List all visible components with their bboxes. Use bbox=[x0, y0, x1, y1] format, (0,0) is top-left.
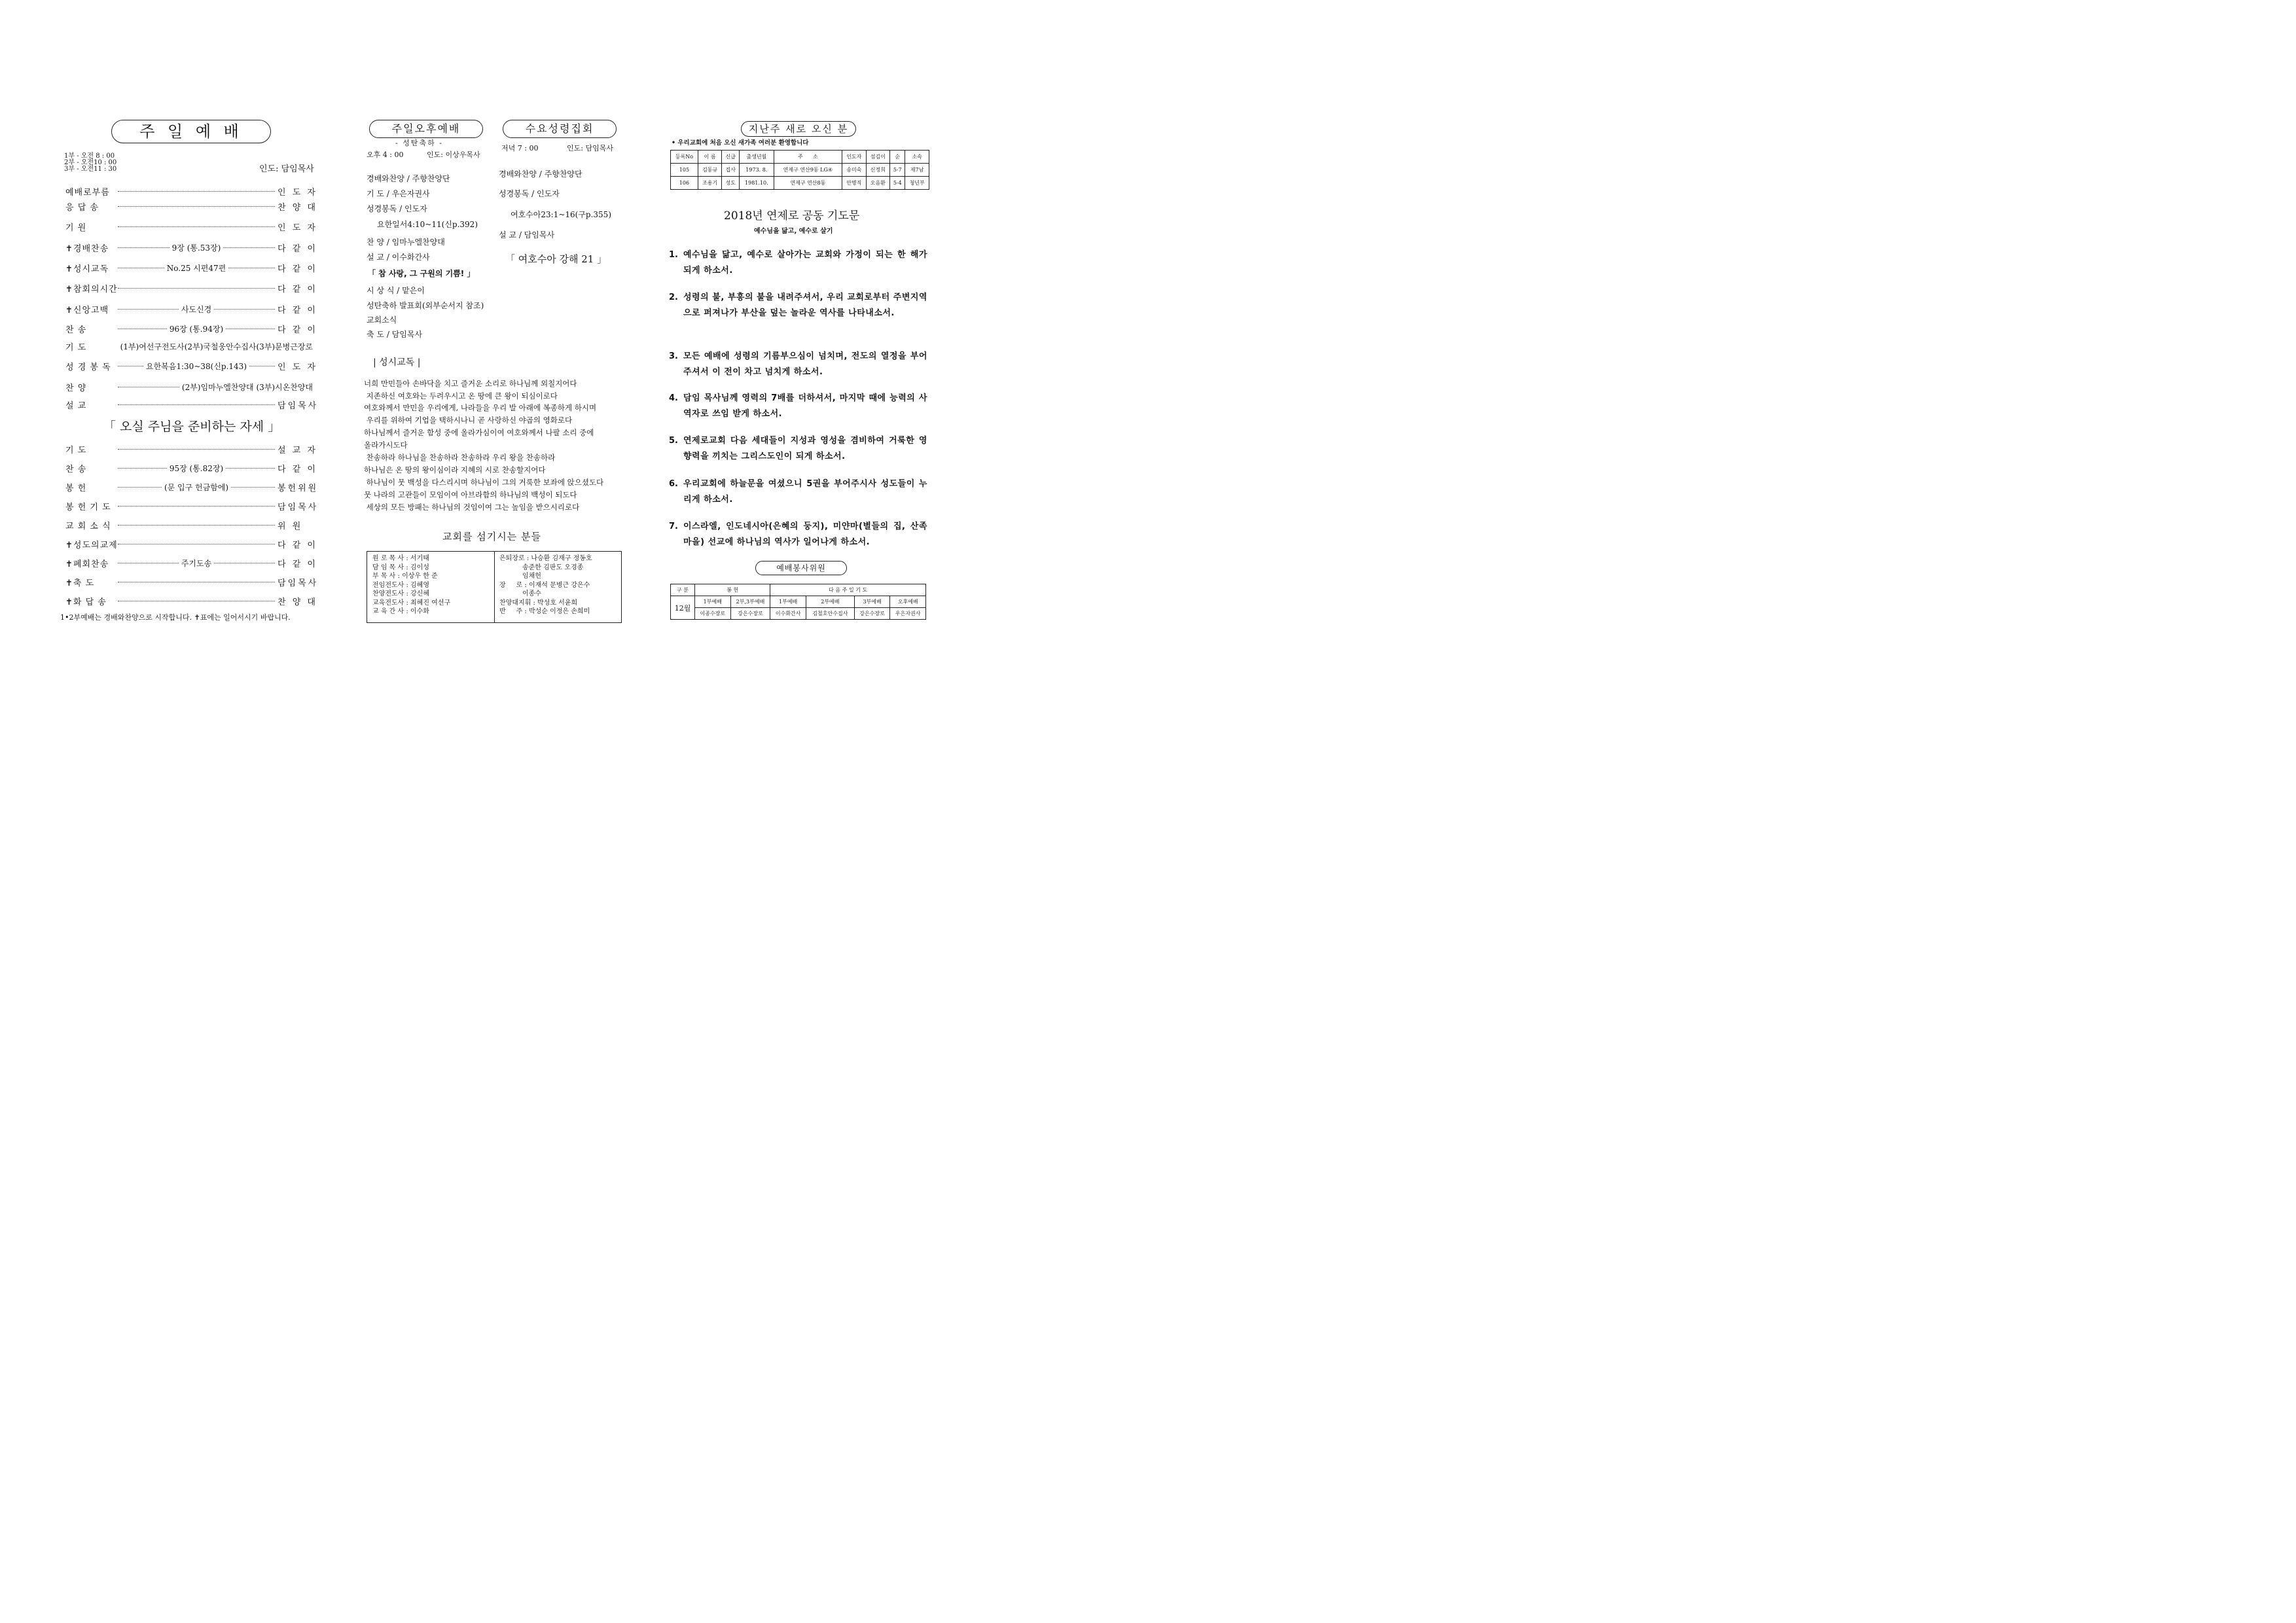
order-responsible: 설 교 자 bbox=[278, 445, 317, 455]
afternoon-time: 오후 4 : 00 bbox=[367, 151, 404, 159]
order-label: 봉 헌 기 도 bbox=[65, 502, 111, 512]
newcomers-welcome: • 우리교회에 처음 오신 새가족 여러분 환영합니다 bbox=[672, 139, 809, 147]
prayer-subtitle: 예수님을 닮고, 예수로 살기 bbox=[754, 228, 833, 235]
servant-row: 전임전도사 : 김혜영 bbox=[372, 581, 430, 589]
newcomers-title: 지난주 새로 오신 분 bbox=[741, 121, 856, 137]
table-cell: 강은수장로 bbox=[854, 608, 890, 620]
order-row bbox=[65, 499, 318, 512]
order-responsible: 인 도 자 bbox=[278, 187, 317, 198]
prayer-item bbox=[669, 349, 927, 380]
order-responsible: 다 같 이 bbox=[278, 264, 317, 274]
order-leader-dots bbox=[115, 463, 278, 474]
order-responsible: 봉헌위원 bbox=[278, 483, 319, 493]
table-row bbox=[671, 164, 929, 177]
sunday-title: 주 일 예 배 bbox=[111, 120, 271, 143]
order-responsible: 인 도 자 bbox=[278, 362, 317, 372]
dot-leader bbox=[118, 449, 275, 450]
afternoon-subtitle: - 성탄축하 - bbox=[395, 139, 443, 147]
dot-leader bbox=[118, 487, 162, 488]
order-row bbox=[65, 185, 318, 198]
afternoon-leader: 인도: 이상우목사 bbox=[427, 151, 480, 159]
psalm-line: 우리를 위하여 기업을 택하시나니 곧 사랑하신 야곱의 영화로다 bbox=[364, 416, 573, 425]
order-leader-dots bbox=[115, 449, 278, 450]
table-cell: 이종수장로 bbox=[695, 608, 731, 620]
table-cell: 우은자권사 bbox=[890, 608, 926, 620]
servant-row: 교 육 간 사 : 이수화 bbox=[372, 608, 429, 615]
order-detail: 9장 (통.53장) bbox=[171, 243, 221, 253]
afternoon-item: 찬 양 / 임마누엘찬양대 bbox=[367, 238, 445, 247]
table-header: 섬김이 bbox=[866, 151, 890, 164]
table-cell: 집사 bbox=[722, 164, 740, 177]
order-row bbox=[65, 261, 318, 274]
table-cell: 1981.10. bbox=[739, 177, 774, 190]
order-row bbox=[65, 398, 318, 411]
table-header: 다 음 주 일 기 도 bbox=[770, 584, 926, 596]
order-label: ✝성시교독 bbox=[65, 264, 109, 274]
servant-row: 찬양대지휘 : 박성호 서윤희 bbox=[499, 599, 578, 607]
order-detail: No.25 시편47편 bbox=[166, 263, 226, 273]
table-cell: 조용기 bbox=[698, 177, 722, 190]
order-row bbox=[65, 537, 318, 550]
order-leader-dots bbox=[115, 206, 278, 207]
prayer-text: 예수님을 닮고, 예수로 살아가는 교회와 가정이 되는 한 해가 되게 하소서. bbox=[683, 250, 927, 276]
prayer-number: 6. bbox=[669, 479, 678, 489]
afternoon-item: 교회소식 bbox=[367, 315, 397, 325]
afternoon-item: 성탄축하 발표회(외부순서지 참조) bbox=[367, 301, 484, 310]
order-label: 찬 송 bbox=[65, 325, 87, 335]
order-responsible: 위 원 bbox=[278, 521, 303, 531]
dot-leader bbox=[118, 468, 167, 469]
afternoon-title: 주일오후예배 bbox=[369, 120, 483, 138]
prayer-item bbox=[669, 476, 927, 508]
table-cell: 연제구 연산9동 LG④ bbox=[774, 164, 842, 177]
service-times bbox=[64, 153, 117, 173]
order-label: 교 회 소 식 bbox=[65, 521, 111, 531]
service-time-1: 1부 - 오전 8 : 00 bbox=[64, 152, 115, 160]
wednesday-time: 저녁 7 : 00 bbox=[501, 144, 539, 152]
order-label: 기 도 bbox=[65, 445, 87, 455]
table-header: 등록No bbox=[671, 151, 698, 164]
order-row bbox=[65, 518, 318, 531]
table-row bbox=[671, 608, 926, 620]
prayer-text: 담임 목사님께 영력의 7배를 더하셔서, 마지막 때에 능력의 사역자로 쓰임 받게 하소서. bbox=[683, 393, 927, 419]
order-detail: 주기도송 bbox=[181, 558, 212, 568]
order-detail: (1부)여선구전도사(2부)국철웅안수집사(3부)문병근장로 bbox=[120, 342, 313, 351]
order-label: ✝화 답 송 bbox=[65, 597, 107, 607]
servant-row: 임채헌 bbox=[499, 573, 541, 580]
order-leader-dots bbox=[115, 361, 278, 372]
order-leader-dots bbox=[115, 242, 278, 253]
table-cell: 5-4 bbox=[890, 177, 905, 190]
dot-leader bbox=[118, 226, 275, 227]
table-cell: 강은수장로 bbox=[730, 608, 770, 620]
prayer-number: 3. bbox=[669, 351, 678, 361]
order-detail: 95장 (통.82장) bbox=[169, 463, 224, 473]
prayer-title: 2018년 연제로 공동 기도문 bbox=[724, 209, 860, 223]
psalm-line: 세상의 모든 방패는 하나님의 것임이여 그는 높임을 받으시리로다 bbox=[364, 503, 580, 512]
order-leader-dots bbox=[115, 226, 278, 227]
prayer-text: 성령의 불, 부흥의 불을 내려주셔서, 우리 교회로부터 주변지역으로 퍼져나가 부산을 덮는 놀라운 역사를 나타내소서. bbox=[683, 293, 927, 318]
afternoon-item: 경배와찬양 / 주향찬양단 bbox=[367, 174, 450, 183]
service-staff-title: 예배봉사위원 bbox=[755, 561, 847, 575]
order-detail: 사도신경 bbox=[181, 304, 212, 314]
table-cell: 안병직 bbox=[842, 177, 867, 190]
prayer-item bbox=[669, 247, 927, 279]
servant-row: 담 임 목 사 : 김이성 bbox=[372, 563, 429, 571]
order-label: ✝경배찬송 bbox=[65, 243, 109, 254]
prayer-number: 1. bbox=[669, 250, 678, 260]
table-header: 주 소 bbox=[774, 151, 842, 164]
table-header: 출생년월 bbox=[739, 151, 774, 164]
order-leader-dots bbox=[115, 323, 278, 334]
servant-row: 반 주 : 박성순 이정은 손희미 bbox=[499, 608, 590, 615]
order-responsible: 다 같 이 bbox=[278, 559, 317, 569]
prayer-text: 모든 예배에 성령의 기름부으심이 넘치며, 전도의 열정을 부어주셔서 이 전이 차고 넘치게 하소서. bbox=[683, 351, 927, 377]
table-cell: 김동규 bbox=[698, 164, 722, 177]
servant-row: 은퇴장로 : 나승환 김재구 정동호 bbox=[499, 555, 592, 562]
psalm-line: 하나님은 온 땅의 왕이심이라 지혜의 시로 찬송할지어다 bbox=[364, 465, 546, 474]
order-leader-dots bbox=[115, 525, 278, 526]
prayer-item bbox=[669, 519, 927, 550]
prayer-item bbox=[669, 391, 927, 422]
order-row bbox=[65, 220, 318, 233]
order-leader-dots bbox=[115, 304, 278, 315]
afternoon-item: 기 도 / 우은자권사 bbox=[367, 189, 430, 198]
table-subheader-row bbox=[671, 596, 926, 608]
order-row bbox=[65, 442, 318, 455]
afternoon-item: 성경봉독 / 인도자 bbox=[367, 204, 427, 213]
servants-box bbox=[367, 551, 622, 623]
order-leader-dots bbox=[115, 341, 318, 352]
table-header: 2부,3부예배 bbox=[730, 596, 770, 608]
order-row bbox=[65, 322, 318, 335]
table-cell: 105 bbox=[671, 164, 698, 177]
afternoon-item: 시 상 식 / 맡은이 bbox=[367, 286, 425, 295]
month-cell: 12월 bbox=[671, 596, 695, 620]
prayer-number: 4. bbox=[669, 393, 678, 403]
psalm-line: 여호와께서 만민을 우리에게, 나라들을 우리 발 아래에 복종하게 하시며 bbox=[364, 403, 597, 412]
order-row bbox=[65, 594, 318, 607]
sunday-leader: 인도: 담임목사 bbox=[259, 164, 314, 174]
order-leader-dots bbox=[115, 262, 278, 274]
table-cell: 1973. 8. bbox=[739, 164, 774, 177]
psalm-line: 지존하신 여호와는 두려우시고 온 땅에 큰 왕이 되심이로다 bbox=[364, 391, 558, 401]
order-leader-dots bbox=[115, 506, 278, 507]
servant-row: 원 로 목 사 : 서기태 bbox=[372, 555, 429, 562]
table-header: 신급 bbox=[722, 151, 740, 164]
table-header: 구 분 bbox=[671, 584, 695, 596]
table-cell: 성도 bbox=[722, 177, 740, 190]
table-cell: 김철호안수집사 bbox=[806, 608, 854, 620]
table-header: 봉 헌 bbox=[695, 584, 770, 596]
prayer-number: 7. bbox=[669, 522, 678, 531]
afternoon-item: 설 교 / 이수화간사 bbox=[367, 253, 430, 262]
table-header: 3부예배 bbox=[854, 596, 890, 608]
order-detail: 요한복음1:30~38(신p.143) bbox=[146, 361, 247, 371]
table-cell: 송미숙 bbox=[842, 164, 867, 177]
order-row bbox=[65, 575, 318, 588]
table-row bbox=[671, 177, 929, 190]
order-row bbox=[65, 380, 318, 393]
order-row bbox=[65, 200, 318, 213]
wednesday-item: 성경봉독 / 인도자 bbox=[499, 189, 560, 198]
servant-row: 찬양전도사 : 강신혜 bbox=[372, 590, 430, 597]
table-header-row bbox=[671, 151, 929, 164]
order-detail: (2부)임마누엘찬양대 (3부)시온찬양대 bbox=[181, 382, 313, 392]
prayer-text: 우리교회에 하늘문을 여셨으니 5권을 부어주시사 성도들이 누리게 하소서. bbox=[683, 479, 927, 505]
service-time-3: 3부 - 오전11 : 30 bbox=[64, 166, 117, 173]
afternoon-item: 축 도 / 담임목사 bbox=[367, 330, 423, 339]
order-row bbox=[65, 340, 318, 353]
dot-leader bbox=[118, 247, 170, 248]
servants-divider bbox=[494, 552, 495, 622]
order-leader-dots bbox=[115, 288, 278, 289]
order-label: ✝성도의교제 bbox=[65, 540, 118, 550]
order-label: ✝축 도 bbox=[65, 578, 95, 588]
order-row bbox=[65, 302, 318, 315]
wednesday-scripture: 여호수아23:1~16(구p.355) bbox=[511, 210, 611, 219]
prayer-text: 연제로교회 다음 세대들이 지성과 영성을 겸비하여 거룩한 영향력을 끼치는 그리스도인이 되게 하소서. bbox=[683, 436, 927, 461]
psalm-line: 하나님께서 즐거운 함성 중에 올라가심이여 여호와께서 나팔 소리 중에 bbox=[364, 428, 594, 437]
psalm-heading: | 성시교독 | bbox=[373, 357, 421, 368]
order-label: 예배로부름 bbox=[65, 187, 110, 198]
table-header: 오후예배 bbox=[890, 596, 926, 608]
dot-leader bbox=[118, 404, 275, 405]
order-label: ✝참회의시간 bbox=[65, 284, 118, 294]
psalm-line: 하나님이 뭇 백성을 다스리시며 하나님이 그의 거룩한 보좌에 앉으셨도다 bbox=[364, 478, 604, 487]
order-leader-dots bbox=[115, 404, 278, 405]
servants-right bbox=[499, 554, 592, 616]
order-responsible: 다 같 이 bbox=[278, 464, 317, 474]
order-responsible: 다 같 이 bbox=[278, 540, 317, 550]
table-header: 1부예배 bbox=[770, 596, 806, 608]
table-cell: 청년부 bbox=[905, 177, 929, 190]
order-label: 설 교 bbox=[65, 401, 87, 411]
table-header: 순 bbox=[890, 151, 905, 164]
prayer-number: 2. bbox=[669, 293, 678, 302]
dot-leader bbox=[118, 309, 179, 310]
order-leader-dots bbox=[115, 382, 318, 393]
table-header: 이 름 bbox=[698, 151, 722, 164]
order-leader-dots bbox=[115, 191, 278, 192]
order-row bbox=[65, 359, 318, 372]
psalm-line: 찬송하라 하나님을 찬송하라 찬송하라 우리 왕을 찬송하라 bbox=[364, 453, 556, 462]
wednesday-leader: 인도: 담임목사 bbox=[567, 144, 613, 152]
servant-row: 이종수 bbox=[499, 590, 541, 597]
table-cell: 신정희 bbox=[866, 164, 890, 177]
order-responsible: 담임목사 bbox=[278, 502, 319, 512]
order-row bbox=[65, 461, 318, 474]
dot-leader bbox=[231, 487, 275, 488]
service-time-2: 2부 - 오전10 : 00 bbox=[64, 159, 117, 166]
psalm-line: 올라가시도다 bbox=[364, 440, 408, 450]
order-label: 봉 헌 bbox=[65, 483, 87, 493]
servant-row: 장 로 : 이재석 문병근 강은수 bbox=[499, 581, 590, 589]
order-detail: (문 입구 헌금함에) bbox=[164, 482, 229, 492]
afternoon-scripture: 요한일서4:10~11(신p.392) bbox=[377, 220, 478, 229]
servant-row: 교육전도사 : 최혜진 여선구 bbox=[372, 599, 451, 607]
dot-leader bbox=[214, 309, 275, 310]
order-leader-dots bbox=[115, 558, 278, 569]
order-label: 기 도 bbox=[65, 342, 87, 353]
dot-leader bbox=[118, 288, 275, 289]
order-label: ✝폐회찬송 bbox=[65, 559, 109, 569]
table-cell: 이수화간사 bbox=[770, 608, 806, 620]
afternoon-sermon-title: 「 참 사랑, 그 구원의 기쁨! 」 bbox=[368, 269, 475, 278]
order-label: 기 원 bbox=[65, 223, 87, 233]
order-responsible: 담임목사 bbox=[278, 578, 319, 588]
sunday-footnote: 1•2부예배는 경배와찬양으로 시작합니다. ✝표에는 일어서시기 바랍니다. bbox=[60, 613, 291, 622]
prayer-text: 이스라엘, 인도네시아(은혜의 둥지), 미얀마(별들의 집, 산족마을) 선교에 하나님의 역사가 일어나게 하소서. bbox=[683, 522, 927, 547]
order-responsible: 다 같 이 bbox=[278, 325, 317, 335]
table-cell: 106 bbox=[671, 177, 698, 190]
order-responsible: 다 같 이 bbox=[278, 284, 317, 294]
sermon-title: 「 오실 주님을 준비하는 자세 」 bbox=[103, 419, 281, 434]
servant-row: 송준한 김판도 오경종 bbox=[499, 563, 584, 571]
order-label: ✝신앙고백 bbox=[65, 305, 109, 315]
order-label: 응 답 송 bbox=[65, 202, 99, 213]
order-responsible: 찬 양 대 bbox=[278, 597, 317, 607]
prayer-item bbox=[669, 433, 927, 465]
wednesday-item: 경배와찬양 / 주향찬양단 bbox=[499, 169, 583, 179]
order-row bbox=[65, 556, 318, 569]
dot-leader bbox=[118, 506, 275, 507]
order-responsible: 담임목사 bbox=[278, 401, 319, 411]
servants-heading: 교회를 섬기시는 분들 bbox=[442, 531, 541, 543]
order-label: 성 경 봉 독 bbox=[65, 362, 111, 372]
table-cell: 연제구 연산8동 bbox=[774, 177, 842, 190]
order-row bbox=[65, 281, 318, 294]
dot-leader bbox=[118, 191, 275, 192]
order-responsible: 다 같 이 bbox=[278, 305, 317, 315]
table-header: 1부예배 bbox=[695, 596, 731, 608]
order-responsible: 다 같 이 bbox=[278, 243, 317, 254]
order-row bbox=[65, 241, 318, 254]
wednesday-title: 수요성령집회 bbox=[503, 120, 617, 138]
prayer-item bbox=[669, 290, 927, 321]
newcomers-table bbox=[670, 150, 929, 190]
psalm-line: 너희 만민들아 손바닥을 치고 즐거운 소리로 하나님께 외칠지어다 bbox=[364, 379, 577, 388]
table-header: 인도자 bbox=[842, 151, 867, 164]
psalm-line: 뭇 나라의 고관들이 모임이여 아브라함의 하나님의 백성이 되도다 bbox=[364, 490, 577, 499]
table-cell: 5-7 bbox=[890, 164, 905, 177]
dot-leader bbox=[223, 247, 275, 248]
order-row bbox=[65, 480, 318, 493]
dot-leader bbox=[118, 206, 275, 207]
table-cell: 제7남 bbox=[905, 164, 929, 177]
table-header-row bbox=[671, 584, 926, 596]
table-header: 소속 bbox=[905, 151, 929, 164]
order-responsible: 인 도 자 bbox=[278, 223, 317, 233]
order-responsible: 찬 양 대 bbox=[278, 202, 317, 213]
order-label: 찬 송 bbox=[65, 464, 87, 474]
dot-leader bbox=[118, 525, 275, 526]
prayer-number: 5. bbox=[669, 436, 678, 446]
order-leader-dots bbox=[115, 482, 278, 493]
order-detail: 96장 (통.94장) bbox=[169, 324, 224, 334]
service-staff-table bbox=[670, 584, 926, 620]
wednesday-item: 설 교 / 담임목사 bbox=[499, 230, 555, 240]
wednesday-sermon: 「 여호수아 강해 21 」 bbox=[505, 253, 607, 265]
table-header: 2부예배 bbox=[806, 596, 854, 608]
dot-leader bbox=[226, 468, 275, 469]
servants-left bbox=[372, 554, 450, 616]
servant-row: 부 목 사 : 이상우 한 준 bbox=[372, 573, 438, 580]
table-cell: 오음환 bbox=[866, 177, 890, 190]
order-label: 찬 양 bbox=[65, 383, 87, 393]
